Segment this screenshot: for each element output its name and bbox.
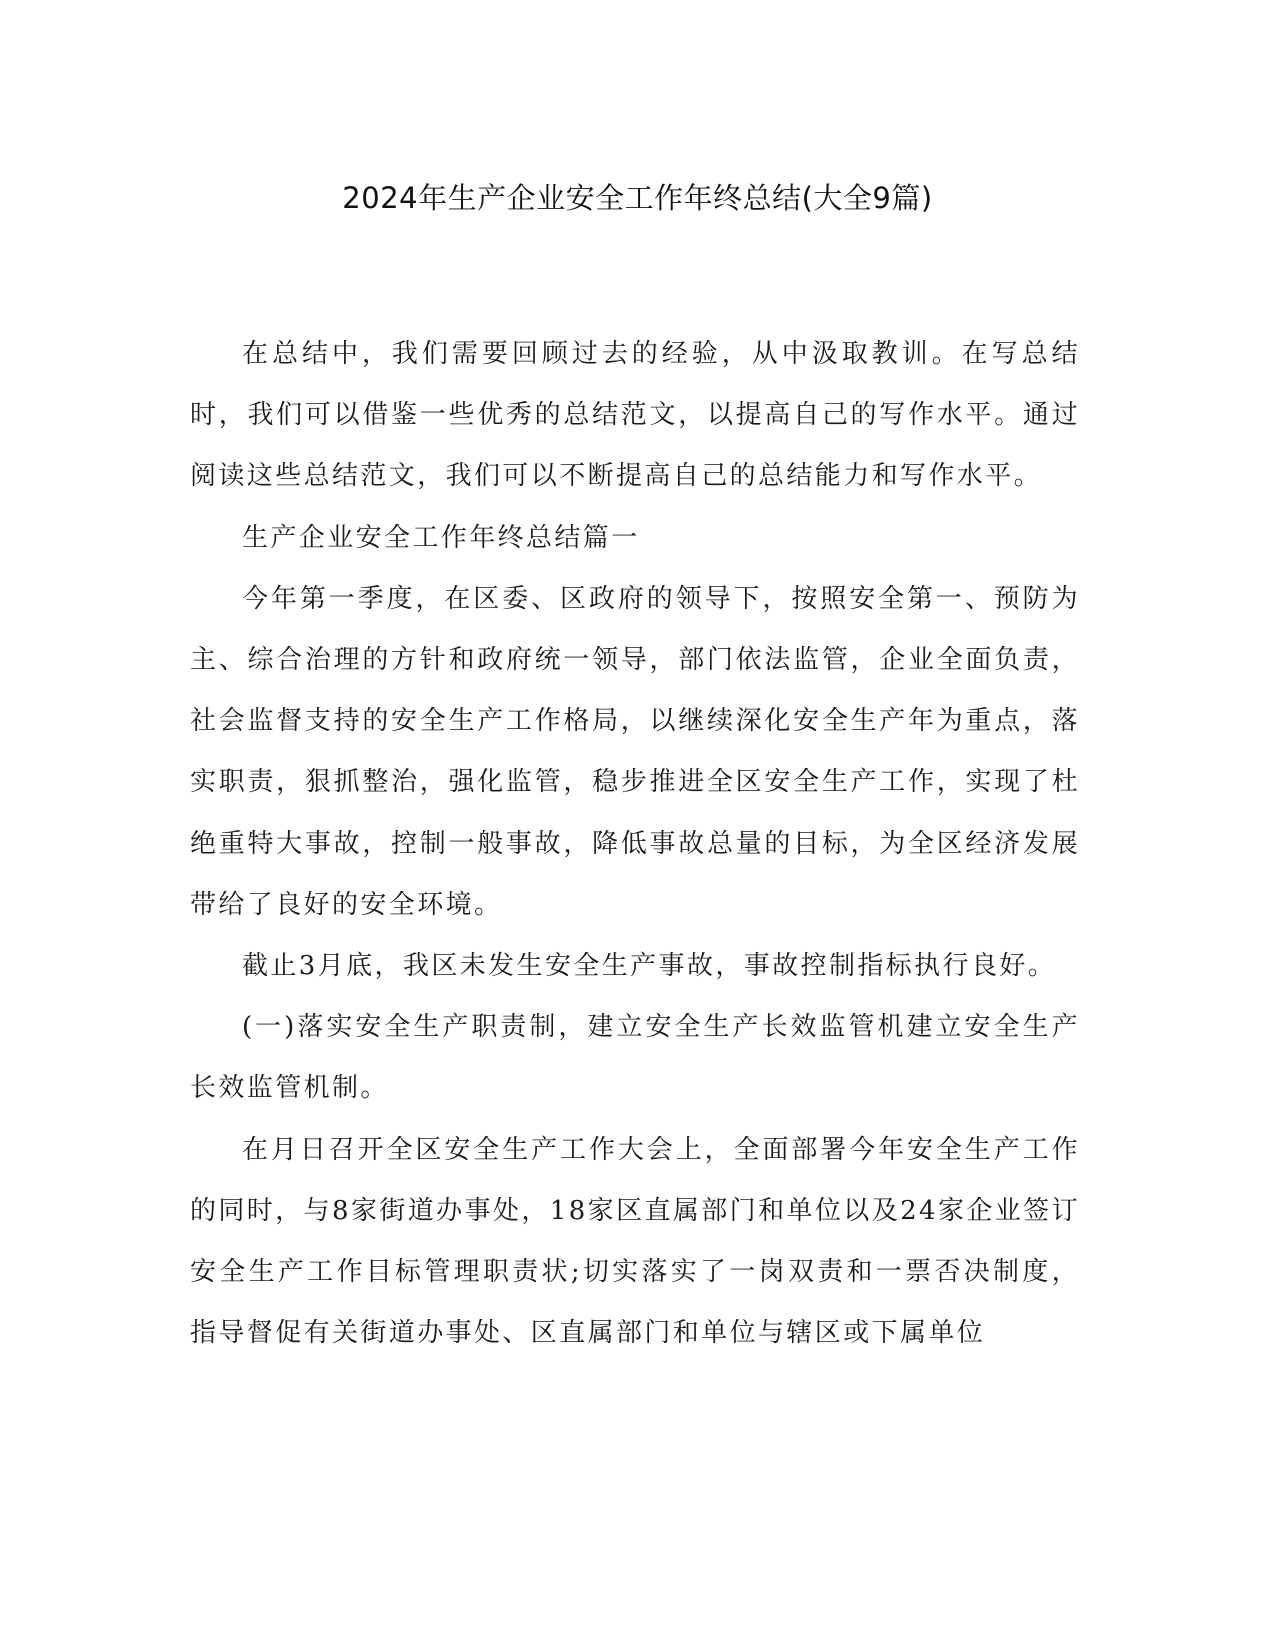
paragraph: 今年第一季度，在区委、区政府的领导下，按照安全第一、预防为主、综合治理的方针和政府统一领导，部门依法监管，企业全面负责，社会监督支持的安全生产工作格局，以继续深化安全生产年为重点，落实职责，狠抓整治，强化监管，稳步推进全区安全生产工作，实现了杜绝重特大事故，控制一般事故，降低事故总量的目标，为全区经济发展带给了良好的安全环境。: [190, 583, 1080, 920]
paragraph: (一)落实安全生产职责制，建立安全生产长效监管机建立安全生产长效监管机制。: [190, 1012, 1080, 1104]
paragraph: 在月日召开全区安全生产工作大会上，全面部署今年安全生产工作的同时，与8家街道办事处，18家区直属部门和单位以及24家企业签订安全生产工作目标管理职责状;切实落实了一岗双责和一票否决制度，指导督促有关街道办事处、区直属部门和单位与辖区或下属单位: [190, 1134, 1080, 1349]
section-heading: 生产企业安全工作年终总结篇一: [242, 522, 640, 553]
paragraph-intro: 在总结中，我们需要回顾过去的经验，从中汲取教训。在写总结时，我们可以借鉴一些优秀的总结范文，以提高自己的写作水平。通过阅读这些总结范文，我们可以不断提高自己的总结能力和写作水平。: [190, 339, 1080, 492]
document-body: [190, 324, 1080, 1364]
paragraph: 截止3月底，我区未发生安全生产事故，事故控制指标执行良好。: [242, 951, 1057, 982]
document-title: 2024年生产企业安全工作年终总结(大全9篇): [342, 181, 933, 215]
